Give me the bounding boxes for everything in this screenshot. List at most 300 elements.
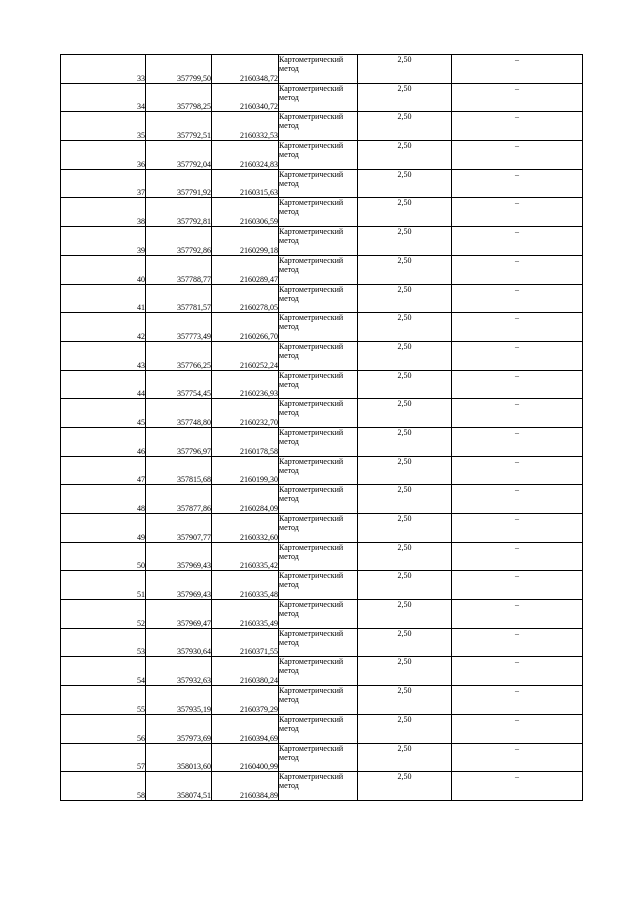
accuracy-cell (358, 628, 452, 657)
x-coordinate-cell-text: 357969,47 (177, 618, 211, 628)
x-coordinate-cell-text: 357930,64 (177, 647, 211, 657)
x-coordinate-cell (146, 55, 212, 84)
y-coordinate-cell (212, 198, 279, 227)
table-row (61, 313, 583, 342)
point-number-cell-text: 39 (137, 245, 145, 255)
method-cell-text: Картометрический метод (279, 112, 344, 131)
y-coordinate-cell-text: 2160178,58 (240, 446, 278, 456)
point-number-cell (61, 370, 146, 399)
y-coordinate-cell (212, 743, 279, 772)
y-coordinate-cell-text: 2160348,72 (240, 73, 278, 83)
x-coordinate-cell-text: 357781,57 (177, 303, 211, 313)
x-coordinate-cell (146, 227, 212, 256)
note-cell-text: – (515, 743, 519, 753)
note-cell (452, 657, 583, 686)
method-cell-text: Картометрический метод (279, 714, 344, 733)
x-coordinate-cell (146, 370, 212, 399)
y-coordinate-cell (212, 370, 279, 399)
method-cell-text: Картометрический метод (279, 399, 344, 418)
note-cell (452, 686, 583, 715)
note-cell (452, 743, 583, 772)
method-cell-text: Картометрический метод (279, 313, 344, 332)
y-coordinate-cell-text: 2160400,99 (240, 762, 278, 772)
method-cell (279, 514, 358, 543)
y-coordinate-cell (212, 227, 279, 256)
x-coordinate-cell-text: 357815,68 (177, 475, 211, 485)
accuracy-cell-text: 2,50 (397, 686, 412, 696)
method-cell-text: Картометрический метод (279, 227, 344, 246)
y-coordinate-cell-text: 2160384,89 (240, 790, 278, 800)
x-coordinate-cell (146, 542, 212, 571)
accuracy-cell-text: 2,50 (397, 227, 412, 237)
y-coordinate-cell (212, 255, 279, 284)
point-number-cell (61, 112, 146, 141)
point-number-cell (61, 600, 146, 629)
point-number-cell (61, 485, 146, 514)
method-cell-text: Картометрический метод (279, 743, 344, 762)
accuracy-cell-text: 2,50 (397, 284, 412, 294)
note-cell (452, 284, 583, 313)
accuracy-cell (358, 485, 452, 514)
accuracy-cell-text: 2,50 (397, 657, 412, 667)
table-row (61, 83, 583, 112)
accuracy-cell-text: 2,50 (397, 370, 412, 380)
x-coordinate-cell (146, 772, 212, 801)
accuracy-cell-text: 2,50 (397, 571, 412, 581)
y-coordinate-cell-text: 2160289,47 (240, 274, 278, 284)
y-coordinate-cell-text: 2160315,63 (240, 188, 278, 198)
y-coordinate-cell-text: 2160332,53 (240, 131, 278, 141)
y-coordinate-cell-text: 2160232,70 (240, 417, 278, 427)
y-coordinate-cell (212, 600, 279, 629)
point-number-cell-text: 49 (137, 532, 145, 542)
point-number-cell (61, 399, 146, 428)
note-cell (452, 542, 583, 571)
x-coordinate-cell (146, 284, 212, 313)
accuracy-cell (358, 571, 452, 600)
note-cell (452, 141, 583, 170)
note-cell-text: – (515, 370, 519, 380)
accuracy-cell-text: 2,50 (397, 112, 412, 122)
method-cell (279, 141, 358, 170)
note-cell (452, 198, 583, 227)
point-number-cell (61, 55, 146, 84)
x-coordinate-cell (146, 514, 212, 543)
x-coordinate-cell-text: 357973,69 (177, 733, 211, 743)
y-coordinate-cell (212, 571, 279, 600)
accuracy-cell-text: 2,50 (397, 341, 412, 351)
point-number-cell-text: 56 (137, 733, 145, 743)
y-coordinate-cell (212, 772, 279, 801)
method-cell-text: Картометрический метод (279, 141, 344, 160)
table-row (61, 571, 583, 600)
point-number-cell-text: 57 (137, 762, 145, 772)
accuracy-cell (358, 141, 452, 170)
point-number-cell-text: 36 (137, 159, 145, 169)
x-coordinate-cell (146, 169, 212, 198)
y-coordinate-cell (212, 542, 279, 571)
table-row (61, 456, 583, 485)
accuracy-cell-text: 2,50 (397, 55, 412, 64)
accuracy-cell-text: 2,50 (397, 600, 412, 610)
method-cell (279, 571, 358, 600)
note-cell-text: – (515, 600, 519, 610)
x-coordinate-cell-text: 357932,63 (177, 676, 211, 686)
x-coordinate-cell (146, 485, 212, 514)
x-coordinate-cell-text: 357773,49 (177, 331, 211, 341)
accuracy-cell (358, 399, 452, 428)
accuracy-cell (358, 743, 452, 772)
table-row (61, 399, 583, 428)
table-row (61, 227, 583, 256)
point-number-cell (61, 198, 146, 227)
method-cell (279, 772, 358, 801)
y-coordinate-cell (212, 83, 279, 112)
accuracy-cell (358, 772, 452, 801)
point-number-cell-text: 41 (137, 303, 145, 313)
accuracy-cell (358, 313, 452, 342)
y-coordinate-cell-text: 2160299,18 (240, 245, 278, 255)
note-cell-text: – (515, 55, 519, 64)
x-coordinate-cell-text: 357791,92 (177, 188, 211, 198)
point-number-cell (61, 141, 146, 170)
y-coordinate-cell-text: 2160252,24 (240, 360, 278, 370)
y-coordinate-cell (212, 399, 279, 428)
note-cell-text: – (515, 485, 519, 495)
method-cell-text: Картометрический метод (279, 686, 344, 705)
x-coordinate-cell (146, 313, 212, 342)
point-number-cell (61, 227, 146, 256)
note-cell (452, 313, 583, 342)
coordinates-table-body (61, 55, 583, 801)
table-row (61, 714, 583, 743)
note-cell (452, 55, 583, 84)
point-number-cell-text: 52 (137, 618, 145, 628)
y-coordinate-cell-text: 2160278,05 (240, 303, 278, 313)
x-coordinate-cell (146, 198, 212, 227)
y-coordinate-cell (212, 284, 279, 313)
x-coordinate-cell (146, 628, 212, 657)
method-cell (279, 341, 358, 370)
coordinates-table (60, 54, 583, 801)
note-cell (452, 427, 583, 456)
x-coordinate-cell-text: 357907,77 (177, 532, 211, 542)
note-cell-text: – (515, 169, 519, 179)
x-coordinate-cell-text: 357796,97 (177, 446, 211, 456)
method-cell (279, 284, 358, 313)
point-number-cell (61, 571, 146, 600)
note-cell (452, 255, 583, 284)
note-cell (452, 485, 583, 514)
x-coordinate-cell-text: 357766,25 (177, 360, 211, 370)
y-coordinate-cell-text: 2160394,69 (240, 733, 278, 743)
accuracy-cell-text: 2,50 (397, 772, 412, 782)
accuracy-cell (358, 600, 452, 629)
accuracy-cell (358, 284, 452, 313)
point-number-cell (61, 514, 146, 543)
note-cell (452, 456, 583, 485)
method-cell-text: Картометрический метод (279, 341, 344, 360)
y-coordinate-cell (212, 628, 279, 657)
x-coordinate-cell-text: 357792,86 (177, 245, 211, 255)
accuracy-cell-text: 2,50 (397, 141, 412, 151)
method-cell (279, 55, 358, 84)
x-coordinate-cell-text: 357799,50 (177, 73, 211, 83)
method-cell (279, 83, 358, 112)
point-number-cell (61, 772, 146, 801)
y-coordinate-cell (212, 313, 279, 342)
accuracy-cell (358, 198, 452, 227)
point-number-cell-text: 46 (137, 446, 145, 456)
x-coordinate-cell (146, 399, 212, 428)
point-number-cell-text: 54 (137, 676, 145, 686)
method-cell-text: Картометрический метод (279, 169, 344, 188)
method-cell-text: Картометрический метод (279, 55, 344, 73)
method-cell-text: Картометрический метод (279, 657, 344, 676)
note-cell-text: – (515, 686, 519, 696)
x-coordinate-cell-text: 357792,51 (177, 131, 211, 141)
x-coordinate-cell (146, 112, 212, 141)
method-cell (279, 427, 358, 456)
accuracy-cell (358, 714, 452, 743)
y-coordinate-cell-text: 2160266,70 (240, 331, 278, 341)
x-coordinate-cell (146, 600, 212, 629)
accuracy-cell-text: 2,50 (397, 83, 412, 93)
point-number-cell-text: 50 (137, 561, 145, 571)
y-coordinate-cell-text: 2160335,49 (240, 618, 278, 628)
accuracy-cell (358, 427, 452, 456)
x-coordinate-cell-text: 357969,43 (177, 561, 211, 571)
note-cell (452, 714, 583, 743)
method-cell (279, 169, 358, 198)
method-cell-text: Картометрический метод (279, 456, 344, 475)
point-number-cell (61, 628, 146, 657)
table-row (61, 169, 583, 198)
table-row (61, 514, 583, 543)
method-cell (279, 313, 358, 342)
x-coordinate-cell (146, 714, 212, 743)
y-coordinate-cell (212, 714, 279, 743)
note-cell-text: – (515, 772, 519, 782)
method-cell (279, 370, 358, 399)
y-coordinate-cell-text: 2160199,30 (240, 475, 278, 485)
point-number-cell-text: 38 (137, 217, 145, 227)
accuracy-cell (358, 227, 452, 256)
point-number-cell-text: 44 (137, 389, 145, 399)
method-cell (279, 714, 358, 743)
point-number-cell-text: 33 (137, 73, 145, 83)
method-cell-text: Картометрический метод (279, 542, 344, 561)
method-cell-text: Картометрический метод (279, 255, 344, 274)
accuracy-cell (358, 169, 452, 198)
accuracy-cell (358, 255, 452, 284)
method-cell (279, 657, 358, 686)
method-cell-text: Картометрический метод (279, 514, 344, 532)
method-cell (279, 198, 358, 227)
note-cell-text: – (515, 514, 519, 523)
method-cell-text: Картометрический метод (279, 370, 344, 389)
note-cell-text: – (515, 255, 519, 265)
point-number-cell (61, 284, 146, 313)
table-row (61, 743, 583, 772)
y-coordinate-cell (212, 341, 279, 370)
accuracy-cell-text: 2,50 (397, 514, 412, 523)
note-cell (452, 370, 583, 399)
point-number-cell-text: 58 (137, 790, 145, 800)
x-coordinate-cell (146, 255, 212, 284)
accuracy-cell (358, 456, 452, 485)
point-number-cell (61, 686, 146, 715)
y-coordinate-cell-text: 2160306,59 (240, 217, 278, 227)
x-coordinate-cell-text: 358074,51 (177, 790, 211, 800)
accuracy-cell (358, 341, 452, 370)
table-row (61, 542, 583, 571)
accuracy-cell (358, 514, 452, 543)
note-cell (452, 341, 583, 370)
accuracy-cell (358, 657, 452, 686)
accuracy-cell (358, 686, 452, 715)
accuracy-cell-text: 2,50 (397, 399, 412, 409)
note-cell (452, 628, 583, 657)
table-row (61, 341, 583, 370)
note-cell-text: – (515, 456, 519, 466)
y-coordinate-cell (212, 141, 279, 170)
y-coordinate-cell (212, 427, 279, 456)
x-coordinate-cell (146, 456, 212, 485)
y-coordinate-cell-text: 2160380,24 (240, 676, 278, 686)
table-row (61, 686, 583, 715)
note-cell-text: – (515, 198, 519, 208)
point-number-cell-text: 34 (137, 102, 145, 112)
point-number-cell (61, 456, 146, 485)
table-row (61, 628, 583, 657)
table-row (61, 370, 583, 399)
x-coordinate-cell (146, 341, 212, 370)
point-number-cell (61, 341, 146, 370)
point-number-cell-text: 43 (137, 360, 145, 370)
y-coordinate-cell-text: 2160379,29 (240, 704, 278, 714)
table-row (61, 772, 583, 801)
accuracy-cell-text: 2,50 (397, 485, 412, 495)
note-cell-text: – (515, 399, 519, 409)
y-coordinate-cell-text: 2160335,42 (240, 561, 278, 571)
table-row (61, 600, 583, 629)
point-number-cell-text: 53 (137, 647, 145, 657)
note-cell-text: – (515, 83, 519, 93)
method-cell (279, 456, 358, 485)
x-coordinate-cell (146, 571, 212, 600)
y-coordinate-cell-text: 2160371,55 (240, 647, 278, 657)
note-cell-text: – (515, 141, 519, 151)
point-number-cell-text: 45 (137, 417, 145, 427)
x-coordinate-cell-text: 357877,86 (177, 504, 211, 513)
method-cell (279, 227, 358, 256)
x-coordinate-cell-text: 357792,81 (177, 217, 211, 227)
note-cell-text: – (515, 427, 519, 437)
x-coordinate-cell (146, 141, 212, 170)
method-cell-text: Картометрический метод (279, 284, 344, 303)
point-number-cell (61, 542, 146, 571)
accuracy-cell-text: 2,50 (397, 255, 412, 265)
y-coordinate-cell-text: 2160340,72 (240, 102, 278, 112)
y-coordinate-cell-text: 2160324,83 (240, 159, 278, 169)
table-row (61, 112, 583, 141)
note-cell (452, 571, 583, 600)
method-cell (279, 542, 358, 571)
y-coordinate-cell-text: 2160335,48 (240, 590, 278, 600)
point-number-cell (61, 83, 146, 112)
note-cell-text: – (515, 341, 519, 351)
method-cell (279, 399, 358, 428)
accuracy-cell-text: 2,50 (397, 169, 412, 179)
note-cell (452, 83, 583, 112)
note-cell (452, 514, 583, 543)
table-row (61, 55, 583, 84)
accuracy-cell (358, 542, 452, 571)
accuracy-cell-text: 2,50 (397, 198, 412, 208)
y-coordinate-cell-text: 2160284,09 (240, 504, 278, 513)
table-row (61, 485, 583, 514)
point-number-cell (61, 255, 146, 284)
y-coordinate-cell (212, 169, 279, 198)
x-coordinate-cell-text: 357792,04 (177, 159, 211, 169)
method-cell (279, 628, 358, 657)
x-coordinate-cell (146, 743, 212, 772)
note-cell-text: – (515, 542, 519, 552)
note-cell (452, 600, 583, 629)
y-coordinate-cell (212, 456, 279, 485)
method-cell-text: Картометрический метод (279, 628, 344, 647)
y-coordinate-cell (212, 514, 279, 543)
accuracy-cell-text: 2,50 (397, 427, 412, 437)
point-number-cell-text: 40 (137, 274, 145, 284)
method-cell (279, 743, 358, 772)
point-number-cell-text: 48 (137, 504, 145, 513)
accuracy-cell (358, 112, 452, 141)
note-cell-text: – (515, 112, 519, 122)
point-number-cell (61, 743, 146, 772)
note-cell-text: – (515, 571, 519, 581)
accuracy-cell-text: 2,50 (397, 743, 412, 753)
point-number-cell (61, 169, 146, 198)
point-number-cell-text: 37 (137, 188, 145, 198)
x-coordinate-cell-text: 357788,77 (177, 274, 211, 284)
table-row (61, 284, 583, 313)
table-row (61, 141, 583, 170)
y-coordinate-cell-text: 2160332,60 (240, 532, 278, 542)
note-cell (452, 399, 583, 428)
accuracy-cell (358, 83, 452, 112)
accuracy-cell-text: 2,50 (397, 714, 412, 724)
accuracy-cell-text: 2,50 (397, 542, 412, 552)
note-cell-text: – (515, 284, 519, 294)
y-coordinate-cell (212, 55, 279, 84)
table-row (61, 427, 583, 456)
method-cell-text: Картометрический метод (279, 83, 344, 102)
method-cell (279, 485, 358, 514)
y-coordinate-cell (212, 485, 279, 514)
method-cell (279, 686, 358, 715)
y-coordinate-cell (212, 657, 279, 686)
x-coordinate-cell (146, 657, 212, 686)
method-cell-text: Картометрический метод (279, 600, 344, 619)
accuracy-cell-text: 2,50 (397, 313, 412, 323)
point-number-cell (61, 714, 146, 743)
method-cell (279, 600, 358, 629)
accuracy-cell-text: 2,50 (397, 456, 412, 466)
point-number-cell (61, 313, 146, 342)
y-coordinate-cell (212, 112, 279, 141)
